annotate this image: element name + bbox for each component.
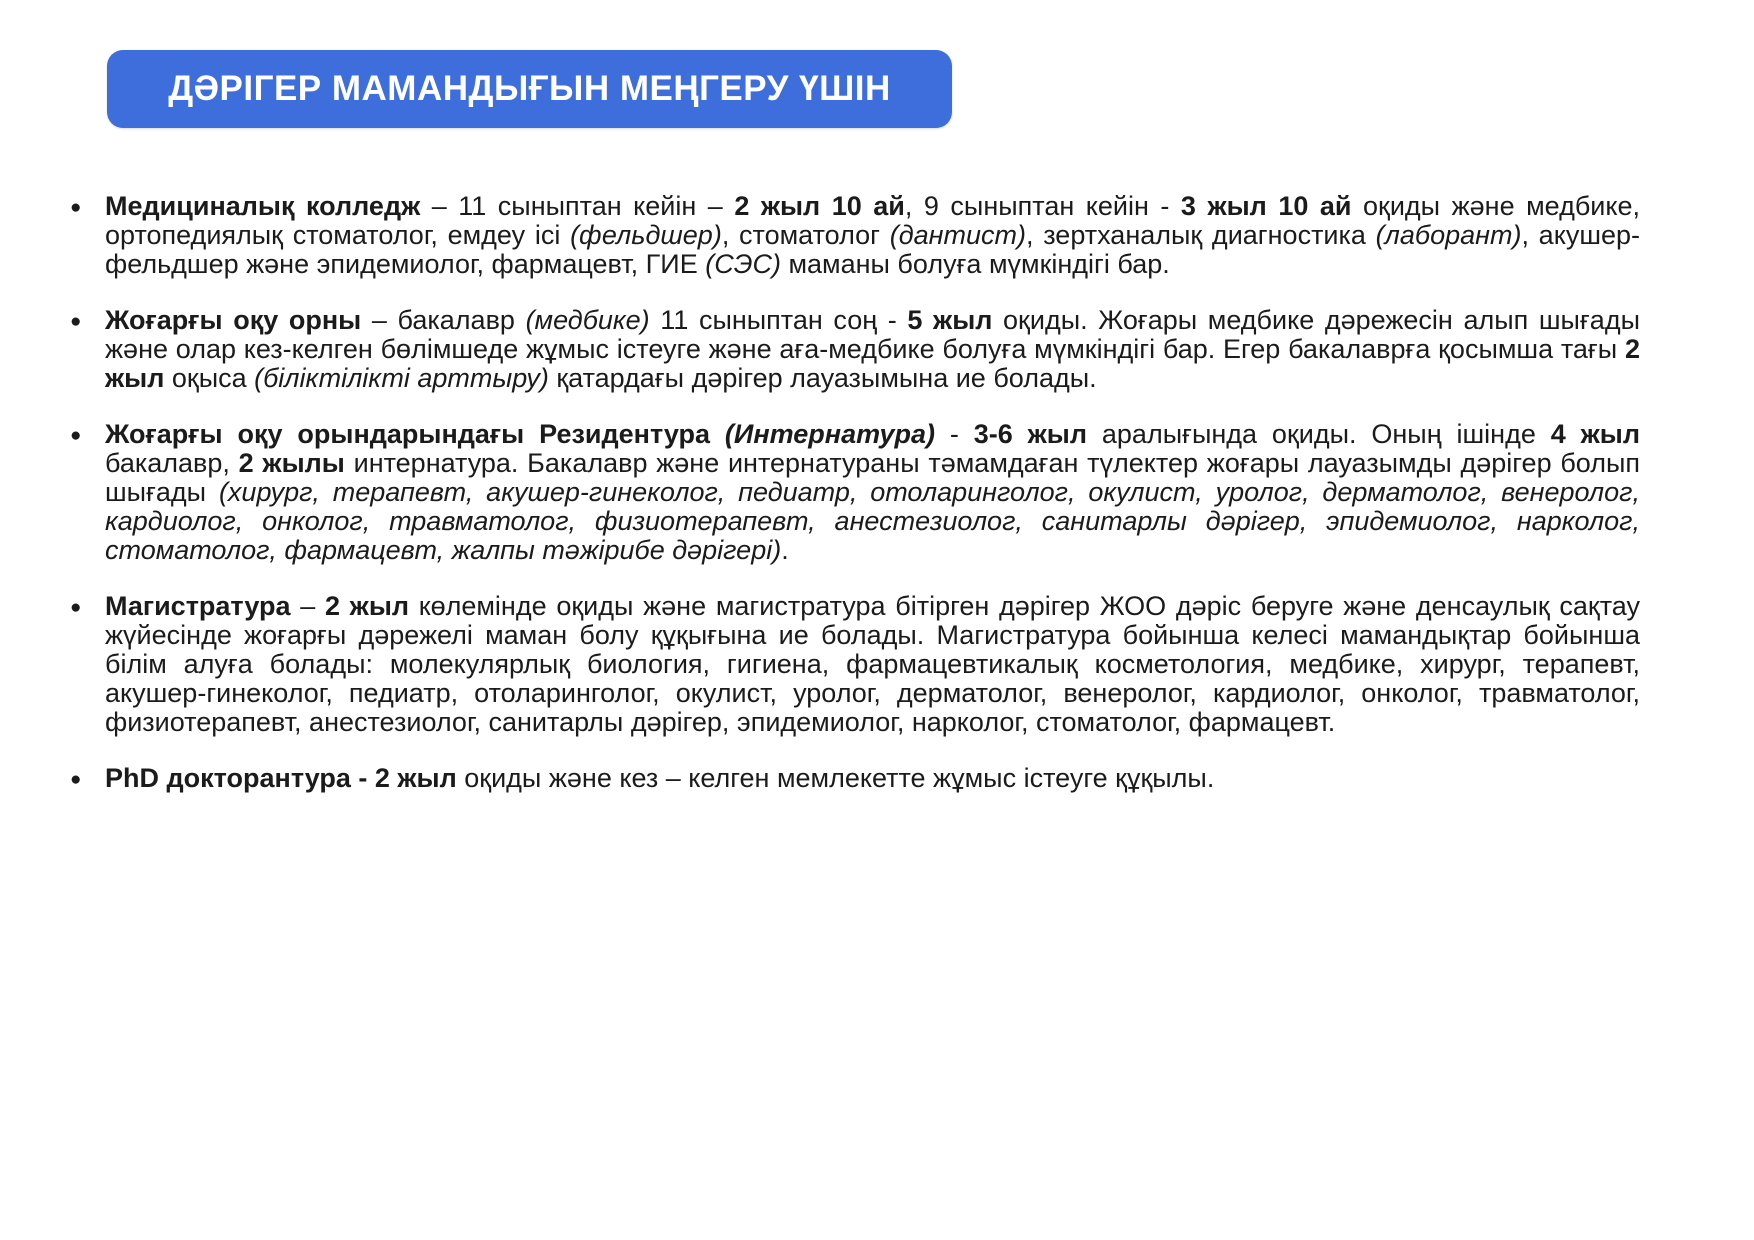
bullet-paragraph <box>94 592 1640 737</box>
text-segment: (фельдшер) <box>570 220 722 250</box>
text-segment: 2 жыл 10 ай <box>734 191 905 221</box>
text-segment: интернатура. Бакалавр және интернатураны тәмамдаған түлектер жоғары лауазымды дәрігер болып шығады <box>105 448 1641 507</box>
title-badge <box>107 50 952 128</box>
text-segment: (медбике) <box>525 305 650 335</box>
bullet-icon: ● <box>70 597 82 618</box>
bullet-icon: ● <box>70 769 82 790</box>
text-segment: 3 жыл 10 ай <box>1180 191 1352 221</box>
text-segment: 2 жыл <box>324 591 410 621</box>
text-segment: Магистратура <box>105 591 291 621</box>
list-item <box>70 420 1640 565</box>
text-segment: (Интернатура) <box>724 419 935 449</box>
text-segment: Жоғарғы оқу орындарындағы Резидентура <box>105 419 725 449</box>
text-segment: Жоғарғы оқу орны <box>105 305 362 335</box>
text-segment: 2 жылы <box>238 448 345 478</box>
list-item <box>70 306 1640 393</box>
text-segment: Медициналық колледж <box>105 191 421 221</box>
text-segment: 2 жыл <box>105 334 1640 393</box>
text-segment: 5 жыл <box>907 305 993 335</box>
list-item <box>70 592 1640 737</box>
list-item <box>70 192 1640 279</box>
text-segment: оқыса <box>164 363 255 393</box>
text-segment: 11 сыныптан соң - <box>649 305 908 335</box>
text-segment: көлемінде оқиды және магистратура бітірген дәрігер ЖОО дәріс беруге және денсаулық сақтау жүйесінде жоғарғы дәрежелі маман болу құқығына ие болады. Магистратура бойынша келесі мамандықтар бойынша білім алуға болады: молекулярлық биология, гигиена, фармацевтикалық косметология, медбике, хирург, терапевт, акушер-гинеколог, педиатр, отоларинголог, окулист, уролог, дерматолог, венеролог, кардиолог, онколог, травматолог, физиотерапевт, анестезиолог, санитарлы дәрігер, эпидемиолог, нарколог, стоматолог, фармацевт. <box>105 591 1640 737</box>
text-segment: , стоматолог <box>721 220 890 250</box>
bullet-icon: ● <box>70 311 82 332</box>
list-item <box>70 764 1640 794</box>
text-segment: 4 жыл <box>1550 419 1641 449</box>
text-segment: – 11 сыныптан кейін – <box>420 191 735 221</box>
text-segment: оқиды және кез – келген мемлекетте жұмыс істеуге құқылы. <box>456 763 1215 793</box>
bullet-icon: ● <box>70 197 82 218</box>
text-segment: (хирург, терапевт, акушер-гинеколог, педиатр, отоларинголог, окулист, уролог, дерматолог, венеролог, кардиолог, онколог, травматолог, физиотерапевт, анестезиолог, санитарлы дәрігер, эпидемиолог, нарколог, стоматолог, фармацевт, жалпы тәжірибе дәрігері) <box>105 477 1640 565</box>
text-segment: – бакалавр <box>361 305 526 335</box>
text-segment: – <box>290 591 325 621</box>
text-segment: (СЭС) <box>705 249 781 279</box>
text-segment: қатардағы дәрігер лауазымына ие болады. <box>548 363 1097 393</box>
text-segment: маманы болуға мүмкіндігі бар. <box>780 249 1170 279</box>
bullet-paragraph <box>94 764 1640 793</box>
text-segment: - <box>934 419 974 449</box>
text-segment: (дантист) <box>889 220 1027 250</box>
text-segment: аралығында оқиды. Оның ішінде <box>1087 419 1551 449</box>
bullet-paragraph <box>94 306 1640 393</box>
text-segment: , 9 сыныптан кейін - <box>904 191 1181 221</box>
text-segment: (біліктілікті арттыру) <box>254 363 549 393</box>
text-segment: бакалавр, <box>105 448 239 478</box>
text-segment: (лаборант) <box>1375 220 1522 250</box>
bullet-icon: ● <box>70 425 82 446</box>
text-segment: , акушер-фельдшер және эпидемиолог, фармацевт, ГИЕ <box>105 220 1640 279</box>
bullet-paragraph <box>94 192 1640 279</box>
text-segment: . <box>781 535 789 565</box>
text-segment: оқиды. Жоғары медбике дәрежесін алып шығады және олар кез-келген бөлімшеде жұмыс істеуге және аға-медбике болуға мүмкіндігі бар. Егер бакалаврға қосымша тағы <box>105 305 1640 364</box>
page-title: ДӘРІГЕР МАМАНДЫҒЫН МЕҢГЕРУ ҮШІН <box>168 69 891 108</box>
bullet-paragraph <box>94 420 1640 565</box>
text-segment: оқиды және медбике, ортопедиялық стоматолог, емдеу ісі <box>105 191 1641 250</box>
text-segment: PhD докторантура - 2 жыл <box>105 763 457 793</box>
text-segment: , зертханалық диагностика <box>1026 220 1376 250</box>
text-segment: 3-6 жыл <box>973 419 1088 449</box>
bullet-list <box>70 192 1640 821</box>
